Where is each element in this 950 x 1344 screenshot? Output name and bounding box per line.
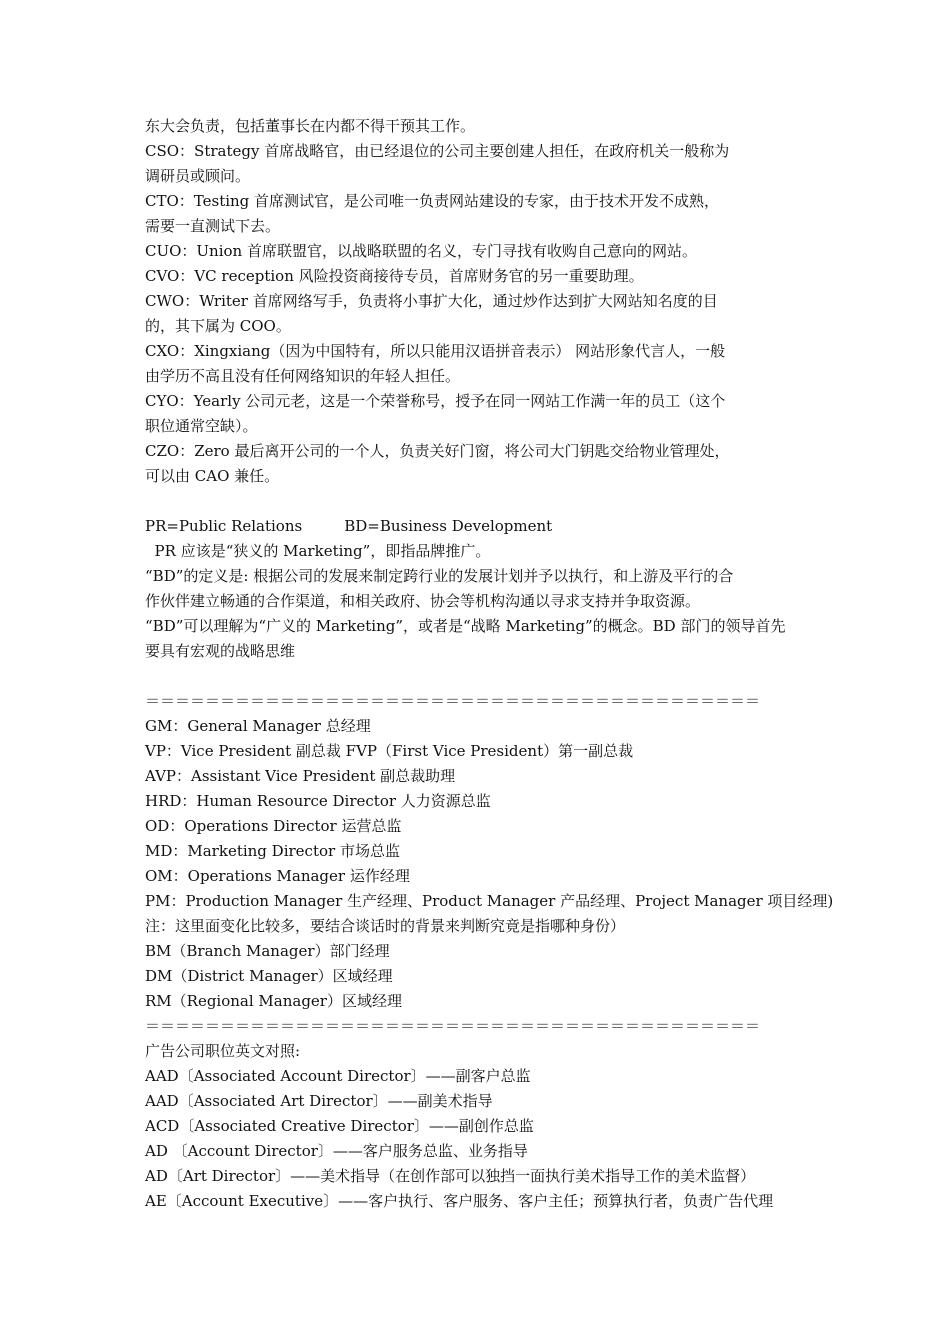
text-line: GM：General Manager 总经理 <box>145 717 371 735</box>
text-line: 可以由 CAO 兼任。 <box>145 467 280 485</box>
text-line: CSO：Strategy 首席战略官，由已经退位的公司主要创建人担任，在政府机关一般称为 <box>145 142 730 160</box>
text-line: DM（District Manager）区域经理 <box>145 967 393 985</box>
text-line: 作伙伴建立畅通的合作渠道，和相关政府、协会等机构沟通以寻求支持并争取资源。 <box>145 592 701 610</box>
text-line: ACD〔Associated Creative Director〕——副创作总监 <box>145 1117 534 1135</box>
text-line: VP：Vice President 副总裁 FVP（First Vice President）第一副总裁 <box>145 742 634 760</box>
text-line: “BD”可以理解为“广义的 Marketing”，或者是“战略 Marketing”的概念。BD 部门的领导首先 <box>145 617 786 635</box>
pr-label: PR=Public Relations <box>145 517 303 535</box>
text-line: PM：Production Manager 生产经理、Product Manager 产品经理、Project Manager 项目经理) <box>145 892 834 910</box>
text-line: “BD”的定义是: 根据公司的发展来制定跨行业的发展计划并予以执行，和上游及平行的合 <box>145 567 734 585</box>
text-line: CVO：VC reception 风险投资商接待专员，首席财务官的另一重要助理。 <box>145 267 644 285</box>
text-line: 的，其下属为 COO。 <box>145 317 291 335</box>
text-line: 东大会负责，包括董事长在内都不得干预其工作。 <box>145 117 476 135</box>
document-page <box>145 114 834 1214</box>
text-line: 由学历不高且没有任何网络知识的年轻人担任。 <box>145 367 461 385</box>
text-line: OD：Operations Director 运营总监 <box>145 817 402 835</box>
text-line: CUO：Union 首席联盟官，以战略联盟的名义，专门寻找有收购自己意向的网站。 <box>145 242 697 260</box>
text-line: RM（Regional Manager）区域经理 <box>145 992 402 1010</box>
text-line: CXO：Xingxiang（因为中国特有，所以只能用汉语拼音表示） 网站形象代言人，一般 <box>145 342 726 360</box>
pr-bd-heading <box>145 514 825 539</box>
advertising-titles <box>145 1039 825 1214</box>
text-line: CYO：Yearly 公司元老，这是一个荣誉称号，授予在同一网站工作满一年的员工（这个 <box>145 392 726 410</box>
text-line: CZO：Zero 最后离开公司的一个人，负责关好门窗，将公司大门钥匙交给物业管理处， <box>145 442 730 460</box>
text-line: HRD：Human Resource Director 人力资源总监 <box>145 792 491 810</box>
blank-line <box>145 664 825 689</box>
text-line: 广告公司职位英文对照: <box>145 1042 301 1060</box>
text-line: 职位通常空缺）。 <box>145 417 258 435</box>
section-c-titles <box>145 114 825 489</box>
text-line: AD〔Art Director〕——美术指导（在创作部可以独挡一面执行美术指导工作的美术监督） <box>145 1167 756 1185</box>
pr-bd-section <box>145 514 825 664</box>
text-line: CTO：Testing 首席测试官，是公司唯一负责网站建设的专家，由于技术开发不成熟， <box>145 192 720 210</box>
text-line: 注：这里面变化比较多，要结合谈话时的背景来判断究竟是指哪种身份） <box>145 917 626 935</box>
text-line: BM（Branch Manager）部门经理 <box>145 942 390 960</box>
manager-titles <box>145 714 834 1014</box>
text-line: MD：Marketing Director 市场总监 <box>145 842 400 860</box>
text-line: AVP：Assistant Vice President 副总裁助理 <box>145 767 456 785</box>
text-line: AAD〔Associated Art Director〕——副美术指导 <box>145 1092 493 1110</box>
text-line: AE〔Account Executive〕——客户执行、客户服务、客户主任；预算执行者，负责广告代理 <box>145 1192 774 1210</box>
text-line: 调研员或顾问。 <box>145 167 251 185</box>
text-line: CWO：Writer 首席网络写手，负责将小事扩大化，通过炒作达到扩大网站知名度的目 <box>145 292 718 310</box>
text-line: AD 〔Account Director〕——客户服务总监、业务指导 <box>145 1142 528 1160</box>
text-line: 要具有宏观的战略思维 <box>145 642 296 660</box>
separator-line: ＝＝＝＝＝＝＝＝＝＝＝＝＝＝＝＝＝＝＝＝＝＝＝＝＝＝＝＝＝＝＝＝＝＝＝＝＝＝＝＝＝ <box>145 1017 761 1035</box>
text-line: 需要一直测试下去。 <box>145 217 281 235</box>
text-line: PR 应该是“狭义的 Marketing”，即指品牌推广。 <box>145 542 491 560</box>
separator-line: ＝＝＝＝＝＝＝＝＝＝＝＝＝＝＝＝＝＝＝＝＝＝＝＝＝＝＝＝＝＝＝＝＝＝＝＝＝＝＝＝＝ <box>145 692 761 710</box>
text-line: AAD〔Associated Account Director〕——副客户总监 <box>145 1067 531 1085</box>
bd-label: BD=Business Development <box>344 517 553 535</box>
blank-line <box>145 489 825 514</box>
text-line: OM：Operations Manager 运作经理 <box>145 867 410 885</box>
